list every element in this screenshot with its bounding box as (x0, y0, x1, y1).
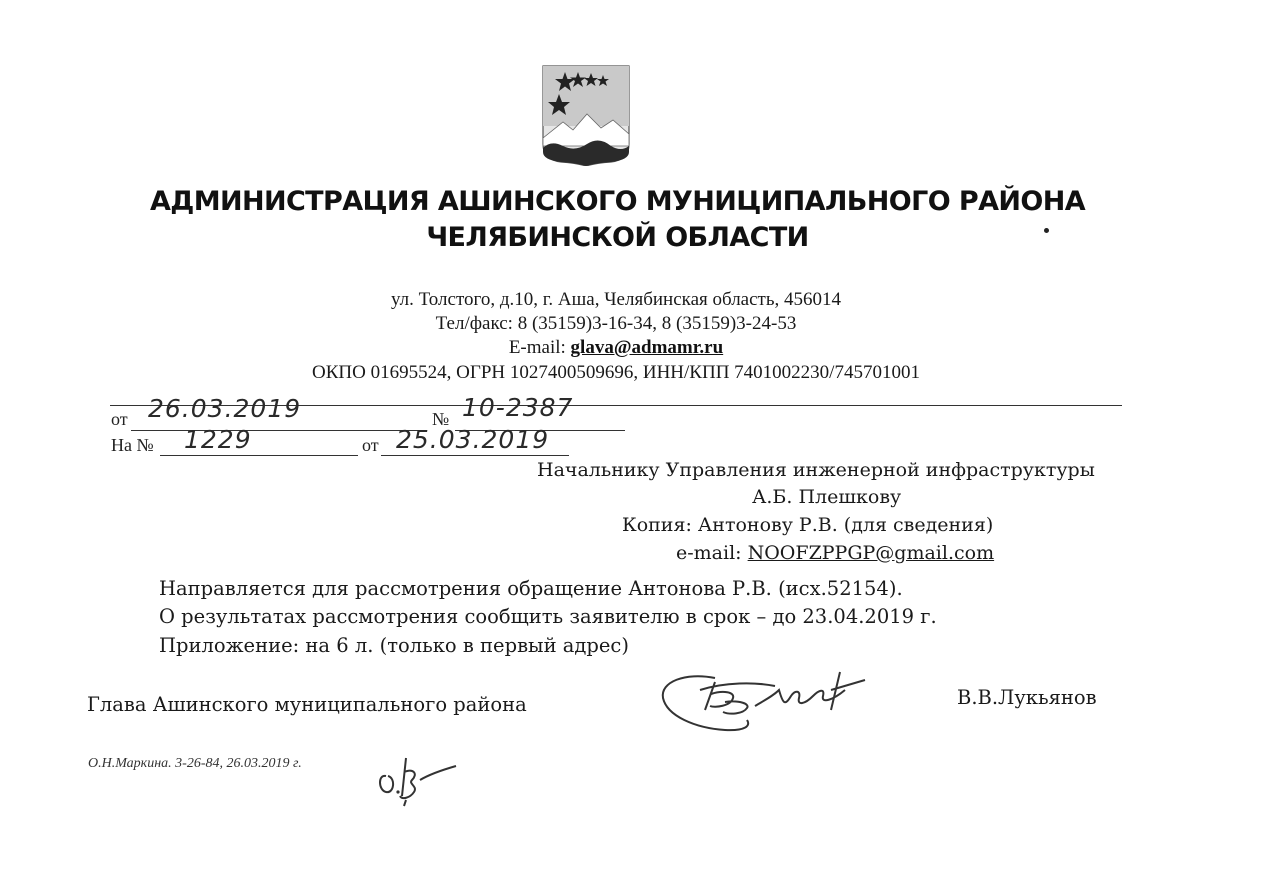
body-line-1: Направляется для рассмотрения обращение Антонова Р.В. (исх.52154). (159, 577, 903, 600)
org-title-line1: АДМИНИСТРАЦИЯ АШИНСКОГО МУНИЦИПАЛЬНОГО РАЙОНА (149, 186, 1086, 217)
org-email-label: E-mail: (508, 337, 571, 358)
coat-of-arms-icon (541, 64, 631, 166)
addressee-email-link[interactable]: NOOFZPPGP@gmail.com (747, 542, 995, 564)
addressee-email-line (676, 542, 994, 564)
addressee-title: Начальнику Управления инженерной инфраструктуры (537, 459, 1095, 481)
signatory-name: В.В.Лукьянов (957, 686, 1097, 709)
outgoing-number: 10-2387 (462, 393, 574, 422)
body-line-3: Приложение: на 6 л. (только в первый адрес) (159, 634, 629, 657)
addressee-copy: Копия: Антонову Р.В. (для сведения) (622, 514, 994, 536)
org-address: ул. Толстого, д.10, г. Аша, Челябинская область, 456014 (390, 289, 842, 310)
reply-number-underline (160, 455, 358, 456)
reply-date: 25.03.2019 (396, 425, 550, 454)
outgoing-date: 26.03.2019 (148, 394, 302, 423)
scan-speck (1044, 228, 1049, 233)
date-underline (131, 430, 421, 431)
executor-initials-icon (372, 738, 462, 808)
reply-number: 1229 (184, 425, 252, 454)
reply-date-label: от (362, 435, 379, 455)
addressee-email-label: e-mail: (676, 542, 748, 564)
org-codes: ОКПО 01695524, ОГРН 1027400509696, ИНН/КПП 7401002230/745701001 (312, 362, 920, 383)
reply-number-label: На № (111, 435, 154, 455)
executor-info: О.Н.Маркина. 3-26-84, 26.03.2019 г. (88, 756, 302, 771)
org-email-link[interactable]: glava@admamr.ru (570, 337, 724, 358)
org-email-line (0, 337, 1232, 359)
reply-date-underline (381, 455, 569, 456)
org-title-line2: ЧЕЛЯБИНСКОЙ ОБЛАСТИ (426, 222, 809, 253)
date-label: от (111, 409, 128, 429)
org-phone: Тел/факс: 8 (35159)3-16-34, 8 (35159)3-24-53 (435, 313, 797, 334)
body-line-2: О результатах рассмотрения сообщить заявителю в срок – до 23.04.2019 г. (159, 605, 937, 628)
number-label: № (432, 409, 450, 429)
handwritten-signature-icon (655, 660, 875, 740)
addressee-name: А.Б. Плешкову (752, 486, 902, 508)
signatory-position: Глава Ашинского муниципального района (87, 693, 527, 716)
